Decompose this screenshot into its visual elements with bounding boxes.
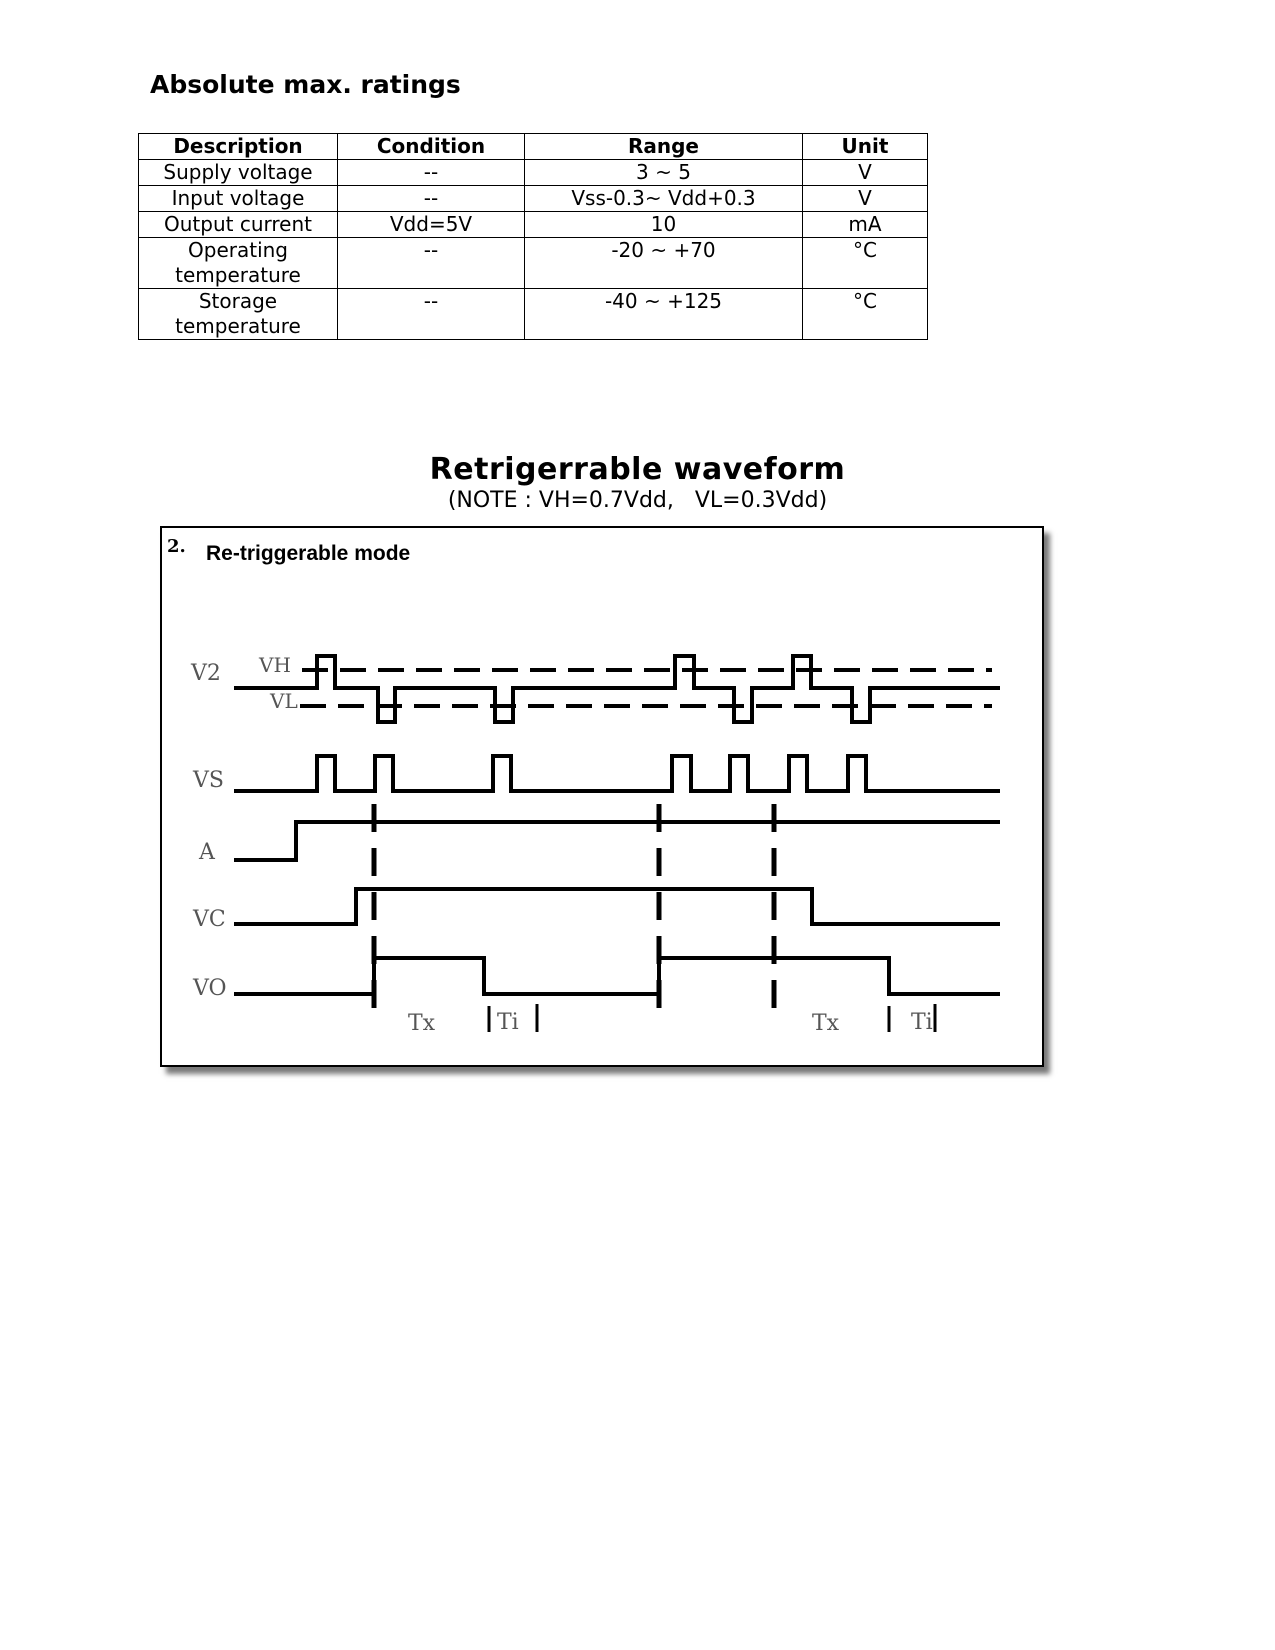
cell-range: Vss-0.3~ Vdd+0.3: [525, 186, 803, 212]
cell-unit: V: [803, 160, 928, 186]
cell-condition: --: [338, 160, 525, 186]
a-label: A: [199, 840, 215, 865]
a-waveform: [234, 822, 1000, 860]
cell-description: Output current: [139, 212, 338, 238]
vc-label: VC: [193, 907, 226, 932]
waveform-note: (NOTE : VH=0.7Vdd, VL=0.3Vdd): [447, 488, 828, 513]
vc-waveform: [234, 889, 1000, 924]
cell-range: 10: [525, 212, 803, 238]
cell-description: Input voltage: [139, 186, 338, 212]
diagram-number: 2.: [167, 536, 186, 557]
vo-waveform: [234, 958, 1000, 994]
tx-label-1: Tx: [408, 1011, 436, 1036]
tx-label-2: Tx: [812, 1011, 840, 1036]
table-row: [139, 212, 928, 238]
cell-unit: V: [803, 186, 928, 212]
cell-description: Operating temperature: [139, 238, 338, 289]
cell-description: Storage temperature: [139, 289, 338, 340]
mode-label: Re-triggerable mode: [206, 542, 411, 565]
vs-label: VS: [193, 768, 224, 793]
cell-condition: --: [338, 289, 525, 340]
cell-range: -40 ~ +125: [525, 289, 803, 340]
cell-range: 3 ~ 5: [525, 160, 803, 186]
vl-label: VL: [270, 689, 298, 713]
cell-unit: °C: [803, 238, 928, 289]
cell-condition: --: [338, 238, 525, 289]
cell-condition: Vdd=5V: [338, 212, 525, 238]
waveform-svg: [162, 528, 1042, 1065]
cell-range: -20 ~ +70: [525, 238, 803, 289]
table-row: [139, 186, 928, 212]
vs-waveform: [234, 756, 1000, 791]
ti-label-1: Ti: [497, 1010, 519, 1035]
table-row: [139, 238, 928, 289]
vh-label: VH: [259, 653, 291, 677]
cell-unit: mA: [803, 212, 928, 238]
waveform-diagram: [160, 526, 1044, 1067]
header-unit: Unit: [803, 134, 928, 160]
ratings-table: [138, 133, 928, 340]
ti-label-2: Ti: [911, 1010, 933, 1035]
cell-description: Supply voltage: [139, 160, 338, 186]
cell-unit: °C: [803, 289, 928, 340]
cell-condition: --: [338, 186, 525, 212]
table-row: [139, 160, 928, 186]
ratings-title: Absolute max. ratings: [150, 70, 461, 99]
header-range: Range: [525, 134, 803, 160]
v2-label: V2: [191, 661, 221, 686]
v2-waveform: [234, 656, 1000, 722]
header-condition: Condition: [338, 134, 525, 160]
table-header-row: [139, 134, 928, 160]
table-row: [139, 289, 928, 340]
header-description: Description: [139, 134, 338, 160]
vo-label: VO: [193, 976, 227, 1001]
waveform-title: Retrigerrable waveform: [429, 452, 846, 487]
